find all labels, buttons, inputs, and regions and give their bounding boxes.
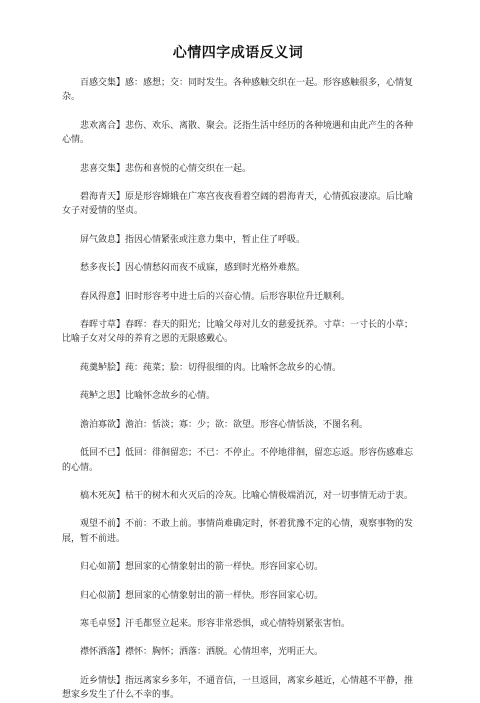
idiom-entry xyxy=(62,617,414,631)
idiom-definition: 指远离家乡多年，不通音信，一旦返回，离家乡越近，心情越不平静，推想家乡发生了什么不幸的事。 xyxy=(62,675,414,701)
idiom-entry xyxy=(62,560,414,574)
idiom-definition: 襟怀：胸怀；洒落：洒脱。心情坦率，光明正大。 xyxy=(125,647,324,658)
idiom-term: 悲喜交集】 xyxy=(80,163,126,174)
idiom-definition: 原是形容嫦娥在广寒宫夜夜看着空阔的碧海青天，心情孤寂凄凉。后比喻女子对爱情的坚贞。 xyxy=(62,192,414,217)
idiom-definition: 想回家的心情象射出的箭一样快。形容回家心切。 xyxy=(125,562,324,573)
idiom-definition: 汗毛都竖立起来。形容非常恐惧，或心情特别紧张害怕。 xyxy=(125,618,351,629)
idiom-entry xyxy=(62,489,414,503)
idiom-entry xyxy=(62,645,414,659)
idiom-term: 愁多夜长】 xyxy=(80,263,126,274)
document-title: 心情四字成语反义词 xyxy=(172,45,304,61)
idiom-term: 澹泊寡欲】 xyxy=(80,419,126,430)
idiom-definition: 悲伤和喜悦的心情交织在一起。 xyxy=(125,163,252,174)
idiom-entry xyxy=(62,290,414,304)
idiom-term: 春晖寸草】 xyxy=(80,320,126,331)
idiom-entry xyxy=(62,361,414,375)
idiom-term: 春风得意】 xyxy=(80,291,126,302)
idiom-term: 屏气敛息】 xyxy=(80,234,126,245)
idiom-definition: 莼：莼菜；脍：切得很细的肉。比喻怀念故乡的心情。 xyxy=(125,362,342,373)
idiom-entry xyxy=(62,119,414,148)
idiom-entry xyxy=(62,318,414,347)
idiom-definition: 想回家的心情象射出的箭一样快。形容回家心切。 xyxy=(125,590,324,601)
idiom-term: 低回不已】 xyxy=(80,448,126,459)
idiom-term: 近乡情怯】 xyxy=(80,675,126,686)
idiom-definition: 感：感想；交：同时发生。各种感触交织在一起。形容感触很多，心情复杂。 xyxy=(62,78,414,103)
idiom-term: 归心如箭】 xyxy=(80,562,126,573)
idiom-definition: 春晖：春天的阳光；比喻父母对儿女的慈爱抚养。寸草：一寸长的小草；比喻子女对父母的养育之恩的无限感戴心。 xyxy=(62,320,414,345)
idiom-term: 百感交集】 xyxy=(80,78,126,88)
idiom-list xyxy=(62,76,414,703)
idiom-definition: 不前：不敢上前。事情尚难确定时，怀着犹豫不定的心情，观察事物的发展，暂不前进。 xyxy=(62,519,414,544)
idiom-term: 莼羹鲈脍】 xyxy=(80,362,126,373)
idiom-entry xyxy=(62,261,414,275)
idiom-definition: 比喻怀念故乡的心情。 xyxy=(125,391,216,402)
idiom-entry xyxy=(62,76,414,105)
idiom-term: 寒毛卓竖】 xyxy=(80,618,126,629)
idiom-entry xyxy=(62,233,414,247)
idiom-definition: 旧时形容考中进士后的兴奋心情。后形容职位升迁顺利。 xyxy=(125,291,351,302)
idiom-entry xyxy=(62,446,414,475)
idiom-term: 槁木死灰】 xyxy=(80,490,126,501)
idiom-entry xyxy=(62,674,414,703)
idiom-term: 莼鲈之思】 xyxy=(80,391,126,402)
idiom-term: 襟怀洒落】 xyxy=(80,647,126,658)
idiom-definition: 澹泊：恬淡；寡：少；欲：欲望。形容心情恬淡，不图名利。 xyxy=(125,419,369,430)
idiom-entry xyxy=(62,589,414,603)
idiom-term: 碧海青天】 xyxy=(80,192,126,203)
idiom-entry xyxy=(62,418,414,432)
idiom-entry xyxy=(62,162,414,176)
idiom-entry xyxy=(62,389,414,403)
idiom-definition: 枯干的树木和火灭后的冷灰。比喻心情极端消沉，对一切事情无动于衷。 xyxy=(125,490,414,501)
idiom-entry xyxy=(62,517,414,546)
idiom-definition: 因心情愁闷而夜不成寐，感到时光格外难熬。 xyxy=(125,263,306,274)
idiom-definition: 指因心情紧张或注意力集中，暂止住了呼吸。 xyxy=(125,234,306,245)
idiom-entry xyxy=(62,190,414,219)
idiom-definition: 低回：徘徊留恋；不已：不停止。不停地徘徊，留恋忘返。形容伤感难忘的心情。 xyxy=(62,448,414,473)
idiom-term: 观望不前】 xyxy=(80,519,126,530)
idiom-definition: 悲伤、欢乐、离散、聚会。泛指生活中经历的各种境遇和由此产生的各种心情。 xyxy=(62,120,414,146)
idiom-term: 悲欢离合】 xyxy=(80,120,126,131)
idiom-term: 归心似箭】 xyxy=(80,590,126,601)
